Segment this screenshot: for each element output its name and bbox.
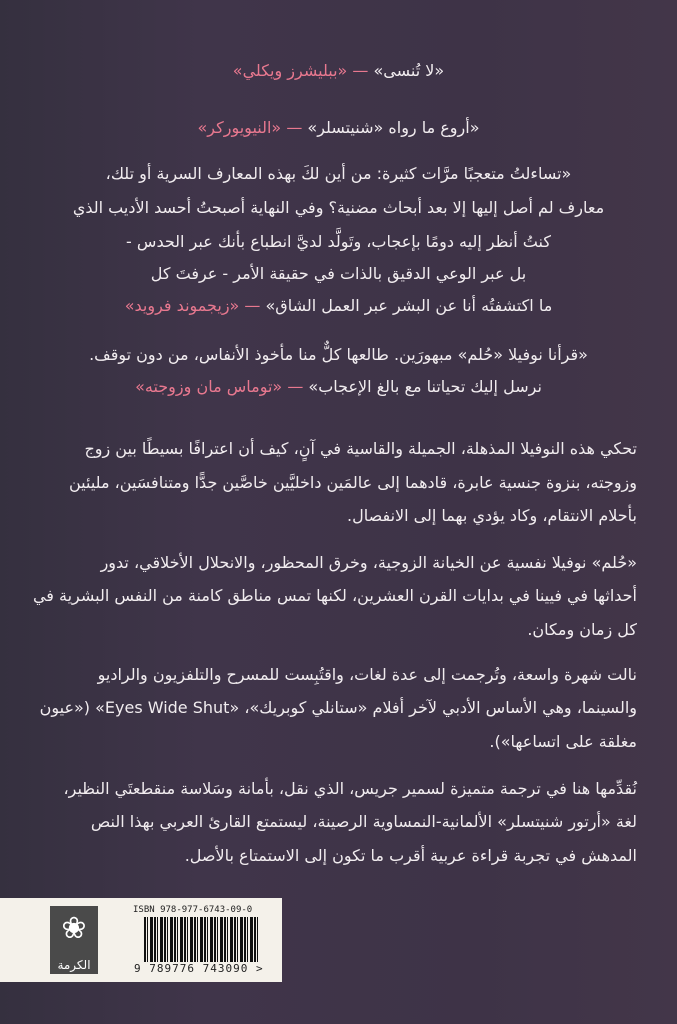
dash: — bbox=[286, 118, 303, 137]
blurb-source: «النيويوركر» bbox=[197, 118, 282, 137]
mann-line: «قرأنا نوفيلا «حُلم» مبهورَين. طالعها كلٌّ منا مأخوذ الأنفاس، من دون توقف. bbox=[89, 345, 588, 364]
paragraph-line: بأحلام الانتقام، وكاد يؤدي بهما إلى الانفصال. bbox=[347, 506, 637, 525]
freud-line: بل عبر الوعي الدقيق بالذات في حقيقة الأمر - عرفتَ كل bbox=[150, 264, 527, 283]
dash: — bbox=[352, 61, 369, 80]
blurb-quote: «أروع ما رواه «شنيتسلر» bbox=[307, 118, 480, 137]
freud-line: معارف لم أصل إليها إلا بعد أبحاث مضنية؟ وفي النهاية أصبحتُ أحسد الأديب الذي bbox=[72, 198, 605, 217]
freud-line: كنتُ أنظر إليه دومًا بإعجاب، وتَولَّد لديَّ انطباع بأنك عبر الحدس - bbox=[126, 232, 551, 251]
dash: — bbox=[287, 377, 304, 396]
mann-source: «توماس مان وزوجته» bbox=[135, 377, 283, 396]
publisher-logo bbox=[50, 906, 98, 974]
grape-leaf-icon: ❀ bbox=[61, 911, 87, 946]
mann-line-last bbox=[30, 376, 647, 398]
barcode-sticker bbox=[0, 898, 282, 982]
paragraph-line: نالت شهرة واسعة، وتُرجمت إلى عدة لغات، واقتُبِست للمسرح والتلفزيون والراديو bbox=[97, 665, 637, 684]
freud-text: ما اكتشفتُه أنا عن البشر عبر العمل الشاق» bbox=[265, 296, 553, 315]
blurb-1 bbox=[30, 60, 647, 82]
dash: — bbox=[244, 296, 261, 315]
paragraph-line: وزوجته، بنزوة جنسية عابرة، قادهما إلى عالمَين داخليَّين خاصَّين جدًّا ومتنافسَين، مليئين bbox=[68, 473, 637, 492]
paragraph-line: تحكي هذه النوفيلا المذهلة، الجميلة والقاسية في آنٍ، كيف أن اعترافًا بسيطًا بين زوج bbox=[84, 439, 637, 458]
freud-line: «تساءلتُ متعجبًا مرَّات كثيرة: من أين لكَ بهذه المعارف السرية أو تلك، bbox=[105, 164, 572, 183]
barcode-digits: 9 789776 743090 > bbox=[134, 962, 264, 975]
paragraph-line: لغة «أرتور شنيتسلر» الألمانية-النمساوية الرصينة، ليستمتع القارئ العربي بهذا النص bbox=[90, 812, 637, 831]
paragraph-line: والسينما، وهي الأساس الأدبي لآخر أفلام «ستانلي كوبريك»، «Eyes Wide Shut» («عيون bbox=[39, 698, 637, 717]
barcode bbox=[144, 917, 258, 965]
paragraph-line: «حُلم» نوفيلا نفسية عن الخيانة الزوجية، وخرق المحظور، والانحلال الأخلاقي، تدور bbox=[100, 553, 637, 572]
mann-text: نرسل إليك تحياتنا مع بالغ الإعجاب» bbox=[308, 377, 542, 396]
isbn-label: ISBN 978-977-6743-09-0 bbox=[133, 905, 253, 915]
paragraph-line: المدهش في تجربة قراءة عربية أقرب ما تكون إلى الاستمتاع بالأصل. bbox=[184, 846, 637, 865]
freud-source: «زيجموند فرويد» bbox=[124, 296, 240, 315]
paragraph-line: أحداثها في فيينا في بدايات القرن العشرين، لكنها تمس مناطق كامنة من النفس البشرية في bbox=[32, 586, 637, 605]
blurb-source: «ببليشرز ويكلي» bbox=[232, 61, 348, 80]
freud-line-last bbox=[30, 295, 647, 317]
paragraph-line: كل زمان ومكان. bbox=[527, 620, 637, 639]
paragraph-line: مغلقة على اتساعها»). bbox=[489, 732, 637, 751]
blurb-quote: «لا تُنسى» bbox=[373, 61, 445, 80]
paragraph-line: نُقدِّمها هنا في ترجمة متميزة لسمير جريس، الذي نقل، بأمانة وسَلاسة منقطعتَي النظير، bbox=[63, 779, 637, 798]
blurb-2 bbox=[30, 117, 647, 139]
publisher-name: الكرمة bbox=[57, 958, 91, 972]
